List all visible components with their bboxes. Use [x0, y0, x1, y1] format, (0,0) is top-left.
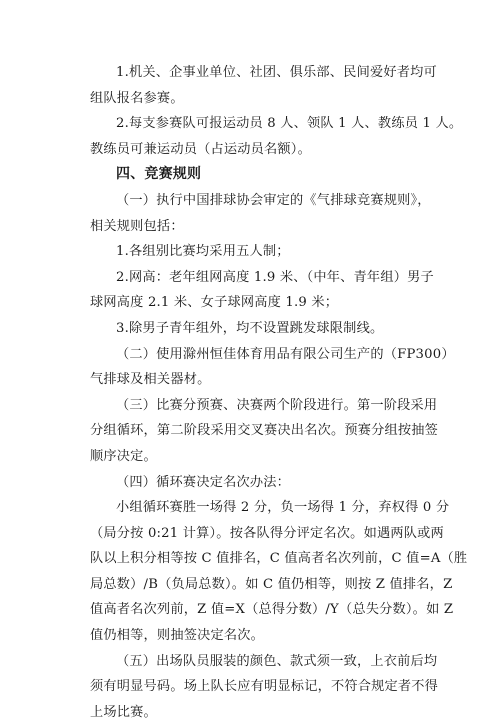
- text-line: 局总数）/B（负局总数）。如 C 值仍相等，则按 Z 值排名，Z: [90, 576, 453, 592]
- section-heading: 四、竞赛规则: [116, 166, 202, 183]
- text-line: 队以上积分相等按 C 值排名，C 值高者名次列前，C 值=A（胜: [90, 551, 468, 567]
- text-line: 3.除男子青年组外，均不设置跳发球限制线。: [116, 320, 384, 336]
- text-line: 上场比赛。: [90, 704, 157, 720]
- text-line: 组队报名参赛。: [90, 90, 184, 106]
- text-line: （五）出场队员服装的颜色、款式须一致，上衣前后均: [116, 653, 438, 669]
- text-line: （三）比赛分预赛、决赛两个阶段进行。第一阶段采用: [116, 397, 438, 413]
- text-line: 顺序决定。: [90, 448, 157, 464]
- text-line: 1.机关、企事业单位、社团、俱乐部、民间爱好者均可: [116, 65, 437, 80]
- text-line: 2.每支参赛队可报运动员 8 人、领队 1 人、教练员 1 人。: [116, 116, 463, 132]
- text-line: 2.网高：老年组网高度 1.9 米、（中年、青年组）男子: [116, 269, 434, 285]
- text-line: 值仍相等，则抽签决定名次。: [90, 628, 265, 644]
- text-line: 气排球及相关器材。: [90, 372, 211, 388]
- text-line: 教练员可兼运动员（占运动员名额）。: [90, 141, 311, 157]
- text-line: 相关规则包括：: [90, 218, 184, 234]
- text-line: （四）循环赛决定名次办法：: [116, 474, 291, 490]
- text-line: 球网高度 2.1 米、女子球网高度 1.9 米；: [90, 295, 339, 311]
- text-line: 须有明显号码。场上队长应有明显标记，不符合规定者不得: [90, 679, 439, 695]
- text-line: （局分按 0:21 计算）。按各队得分评定名次。如遇两队或两: [90, 525, 444, 541]
- text-line: 小组循环赛胜一场得 2 分，负一场得 1 分，弃权得 0 分: [116, 500, 450, 516]
- text-line: 分组循环，第二阶段采用交叉赛决出名次。预赛分组按抽签: [90, 423, 439, 439]
- document-body: [90, 60, 468, 725]
- text-line: （一）执行中国排球协会审定的《气排球竞赛规则》，: [116, 192, 431, 208]
- text-line: （二）使用滁州恒佳体育用品有限公司生产的（FP300）: [116, 346, 455, 362]
- text-line: 1.各组别比赛均采用五人制；: [116, 244, 290, 260]
- text-line: 值高者名次列前，Z 值=X（总得分数）/Y（总失分数）。如 Z: [90, 602, 454, 618]
